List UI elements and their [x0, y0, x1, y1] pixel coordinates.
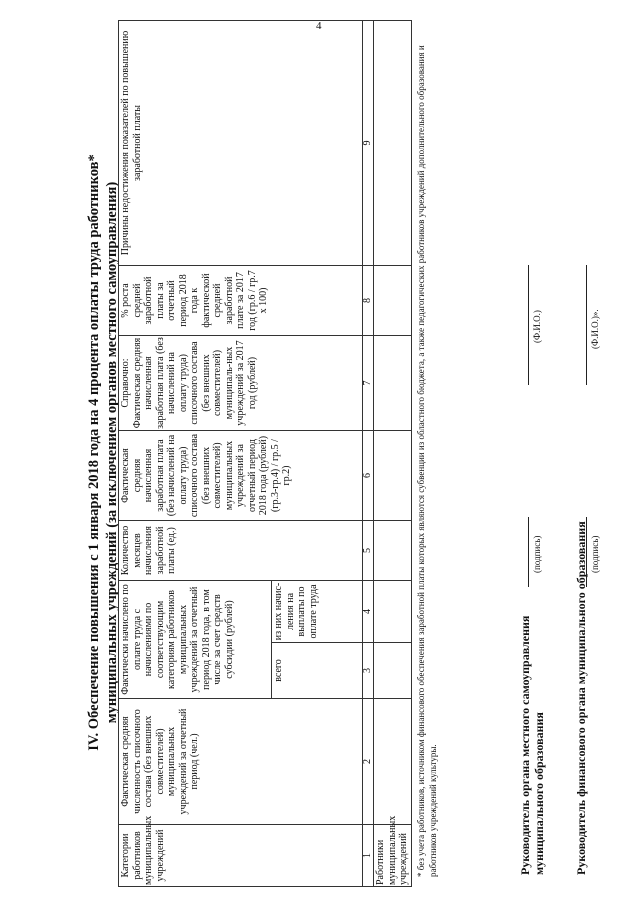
header-payroll-charges: из них начис-ления на выплаты по оплате труда: [272, 581, 363, 643]
wage-increase-table: [118, 20, 412, 887]
column-number: 7: [363, 336, 374, 431]
page-number: 4: [316, 20, 322, 32]
head-signatory-label-line-1: Руководитель органа местного самоуправления: [518, 615, 532, 875]
table-cell: [374, 266, 412, 336]
column-number: 4: [363, 581, 374, 643]
column-numbers-row: [363, 21, 374, 887]
section-title-line-2: муниципальных учреждений (за исключением органов местного самоуправления): [104, 181, 120, 724]
head-name-caption: (Ф.И.О.): [532, 310, 542, 343]
column-number: 2: [363, 699, 374, 825]
header-row-1: [119, 21, 272, 887]
head-name-line: [528, 265, 529, 385]
table-cell: [374, 21, 412, 266]
header-growth-percent: % роста средней заработной платы за отчетный период 2018 года к фактической средней заработной плате за 2017 год (гр.6 / гр.7 х 100): [119, 266, 363, 336]
table-cell: [374, 336, 412, 431]
column-number: 8: [363, 266, 374, 336]
finance-signatory-label: Руководитель финансового органа муниципального образования: [574, 521, 588, 875]
head-signature-caption: (подпись): [532, 535, 542, 573]
head-signature-line: [528, 517, 529, 587]
header-avg-salary-2017: Справочно: Фактическая средняя начисленная заработная плата (без начислений на оплату труда) списочного состава (без внешних совместителей) муниципаль-ных учреждений за 2017 год (рублей): [119, 336, 363, 431]
table-cell: [374, 431, 412, 521]
row-category: Работники муниципальных учреждений: [375, 815, 409, 885]
section-title-line-1: IV. Обеспечение повышения с 1 января 2018 года на 4 процента оплаты труда работников*: [86, 154, 102, 751]
table-cell: [374, 699, 412, 825]
header-total: всего: [272, 643, 363, 699]
column-number: 5: [363, 521, 374, 581]
header-categories: Категории работников муниципальных учреждений: [119, 825, 363, 887]
header-reasons: Причины недостижения показателей по повышению заработной платы: [119, 21, 363, 266]
column-number: 6: [363, 431, 374, 521]
column-number: 9: [363, 21, 374, 266]
header-avg-salary-2018: Фактическая средняя начисленная заработная плата (без начислений на оплату труда) списочного состава (без внешних совместителей) муниципальных учреждений за отчетный период 2018 года (рублей) (гр.3-гр.4) / гр.5 / гр.2): [119, 431, 363, 521]
table-cell: [374, 521, 412, 581]
table-cell: [374, 581, 412, 643]
header-avg-headcount: Фактическая средняя численность списочного состава (без внешних совместителей) муниципальных учреждений за отчетный период (чел.): [119, 699, 363, 825]
table-cell: [374, 643, 412, 699]
finance-name-caption: (Ф.И.О.)».: [590, 309, 600, 349]
finance-name-line: [586, 265, 587, 385]
header-accrued-pay: Фактически начислено по оплате труда с начислениями по соответствующим категориям работников муниципальных учреждений за отчетный период 2018 года, в том числе за счет средств субсидии (рублей): [119, 581, 272, 699]
header-months-count: Количество месяцев начисления заработной платы (ед.): [119, 521, 363, 581]
footnote: * без учета работников, источником финансового обеспечения заработной платы которых являются субвенции из областного бюджета, а также педагогических работников учреждений дополнительного образования и работников учреждений культуры.: [416, 45, 438, 877]
finance-signature-caption: (подпись): [590, 535, 600, 573]
column-number: 1: [363, 825, 374, 887]
finance-signature-line: [586, 517, 587, 587]
table-row: [374, 21, 412, 887]
column-number: 3: [363, 643, 374, 699]
head-signatory-label-line-2: муниципального образования: [532, 712, 546, 875]
